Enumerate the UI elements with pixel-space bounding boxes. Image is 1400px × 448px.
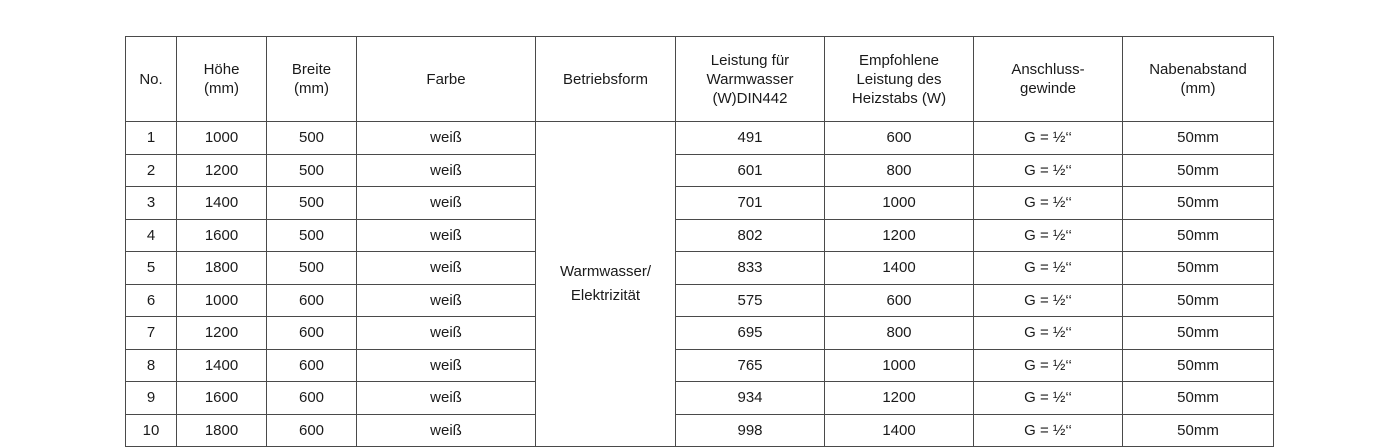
cell-farbe: weiß (357, 349, 536, 382)
table-row (126, 317, 1274, 350)
table-row (126, 349, 1274, 382)
cell-nabenabstand: 50mm (1123, 187, 1274, 220)
cell-leistung: 491 (676, 122, 825, 155)
product-spec-table (125, 36, 1274, 447)
cell-breite: 600 (267, 349, 357, 382)
cell-farbe: weiß (357, 187, 536, 220)
header-farbe: Farbe (357, 37, 536, 122)
cell-no: 1 (126, 122, 177, 155)
cell-gewinde: G = ½‘‘ (974, 252, 1123, 285)
cell-no: 6 (126, 284, 177, 317)
cell-no: 5 (126, 252, 177, 285)
cell-hoehe: 1200 (177, 317, 267, 350)
cell-nabenabstand: 50mm (1123, 382, 1274, 415)
cell-leistung: 575 (676, 284, 825, 317)
table-row (126, 252, 1274, 285)
cell-no: 7 (126, 317, 177, 350)
cell-leistung: 934 (676, 382, 825, 415)
cell-nabenabstand: 50mm (1123, 154, 1274, 187)
cell-no: 4 (126, 219, 177, 252)
cell-heizstab: 800 (825, 317, 974, 350)
cell-heizstab: 1200 (825, 219, 974, 252)
header-heizstab: Empfohlene Leistung des Heizstabs (W) (825, 37, 974, 122)
cell-farbe: weiß (357, 252, 536, 285)
cell-hoehe: 1800 (177, 414, 267, 447)
cell-farbe: weiß (357, 122, 536, 155)
cell-farbe: weiß (357, 154, 536, 187)
cell-nabenabstand: 50mm (1123, 284, 1274, 317)
cell-farbe: weiß (357, 382, 536, 415)
cell-nabenabstand: 50mm (1123, 349, 1274, 382)
table-row (126, 187, 1274, 220)
cell-nabenabstand: 50mm (1123, 122, 1274, 155)
cell-gewinde: G = ½‘‘ (974, 154, 1123, 187)
cell-leistung: 998 (676, 414, 825, 447)
cell-farbe: weiß (357, 219, 536, 252)
cell-no: 10 (126, 414, 177, 447)
cell-no: 3 (126, 187, 177, 220)
cell-farbe: weiß (357, 284, 536, 317)
cell-breite: 500 (267, 252, 357, 285)
cell-no: 8 (126, 349, 177, 382)
cell-gewinde: G = ½‘‘ (974, 349, 1123, 382)
cell-hoehe: 1600 (177, 219, 267, 252)
header-nabenabstand: Nabenabstand (mm) (1123, 37, 1274, 122)
cell-nabenabstand: 50mm (1123, 414, 1274, 447)
cell-nabenabstand: 50mm (1123, 219, 1274, 252)
table-row (126, 414, 1274, 447)
cell-gewinde: G = ½‘‘ (974, 284, 1123, 317)
cell-farbe: weiß (357, 414, 536, 447)
cell-nabenabstand: 50mm (1123, 252, 1274, 285)
cell-breite: 600 (267, 284, 357, 317)
cell-breite: 500 (267, 122, 357, 155)
header-breite: Breite (mm) (267, 37, 357, 122)
table-row (126, 284, 1274, 317)
cell-no: 9 (126, 382, 177, 415)
cell-breite: 600 (267, 382, 357, 415)
header-row (126, 37, 1274, 122)
cell-hoehe: 1600 (177, 382, 267, 415)
cell-nabenabstand: 50mm (1123, 317, 1274, 350)
cell-leistung: 601 (676, 154, 825, 187)
cell-heizstab: 1400 (825, 252, 974, 285)
cell-breite: 600 (267, 317, 357, 350)
header-betriebsform: Betriebsform (536, 37, 676, 122)
header-leistung: Leistung für Warmwasser (W)DIN442 (676, 37, 825, 122)
cell-hoehe: 1000 (177, 122, 267, 155)
cell-gewinde: G = ½‘‘ (974, 382, 1123, 415)
cell-gewinde: G = ½‘‘ (974, 317, 1123, 350)
cell-leistung: 695 (676, 317, 825, 350)
table-row (126, 154, 1274, 187)
cell-breite: 500 (267, 154, 357, 187)
cell-gewinde: G = ½‘‘ (974, 219, 1123, 252)
cell-heizstab: 600 (825, 284, 974, 317)
cell-hoehe: 1800 (177, 252, 267, 285)
cell-breite: 600 (267, 414, 357, 447)
cell-heizstab: 600 (825, 122, 974, 155)
cell-heizstab: 1400 (825, 414, 974, 447)
cell-breite: 500 (267, 219, 357, 252)
header-anschlussgewinde: Anschluss- gewinde (974, 37, 1123, 122)
cell-heizstab: 1000 (825, 187, 974, 220)
cell-breite: 500 (267, 187, 357, 220)
cell-gewinde: G = ½‘‘ (974, 414, 1123, 447)
cell-leistung: 802 (676, 219, 825, 252)
cell-gewinde: G = ½‘‘ (974, 187, 1123, 220)
cell-hoehe: 1400 (177, 187, 267, 220)
cell-leistung: 765 (676, 349, 825, 382)
cell-leistung: 701 (676, 187, 825, 220)
table-row (126, 122, 1274, 155)
cell-heizstab: 1000 (825, 349, 974, 382)
cell-hoehe: 1400 (177, 349, 267, 382)
cell-heizstab: 800 (825, 154, 974, 187)
header-no: No. (126, 37, 177, 122)
cell-hoehe: 1000 (177, 284, 267, 317)
cell-leistung: 833 (676, 252, 825, 285)
table-row (126, 382, 1274, 415)
cell-no: 2 (126, 154, 177, 187)
cell-betriebsform: Warmwasser/ Elektrizität (536, 122, 676, 447)
cell-heizstab: 1200 (825, 382, 974, 415)
cell-hoehe: 1200 (177, 154, 267, 187)
cell-gewinde: G = ½‘‘ (974, 122, 1123, 155)
cell-farbe: weiß (357, 317, 536, 350)
header-hoehe: Höhe (mm) (177, 37, 267, 122)
table-row (126, 219, 1274, 252)
